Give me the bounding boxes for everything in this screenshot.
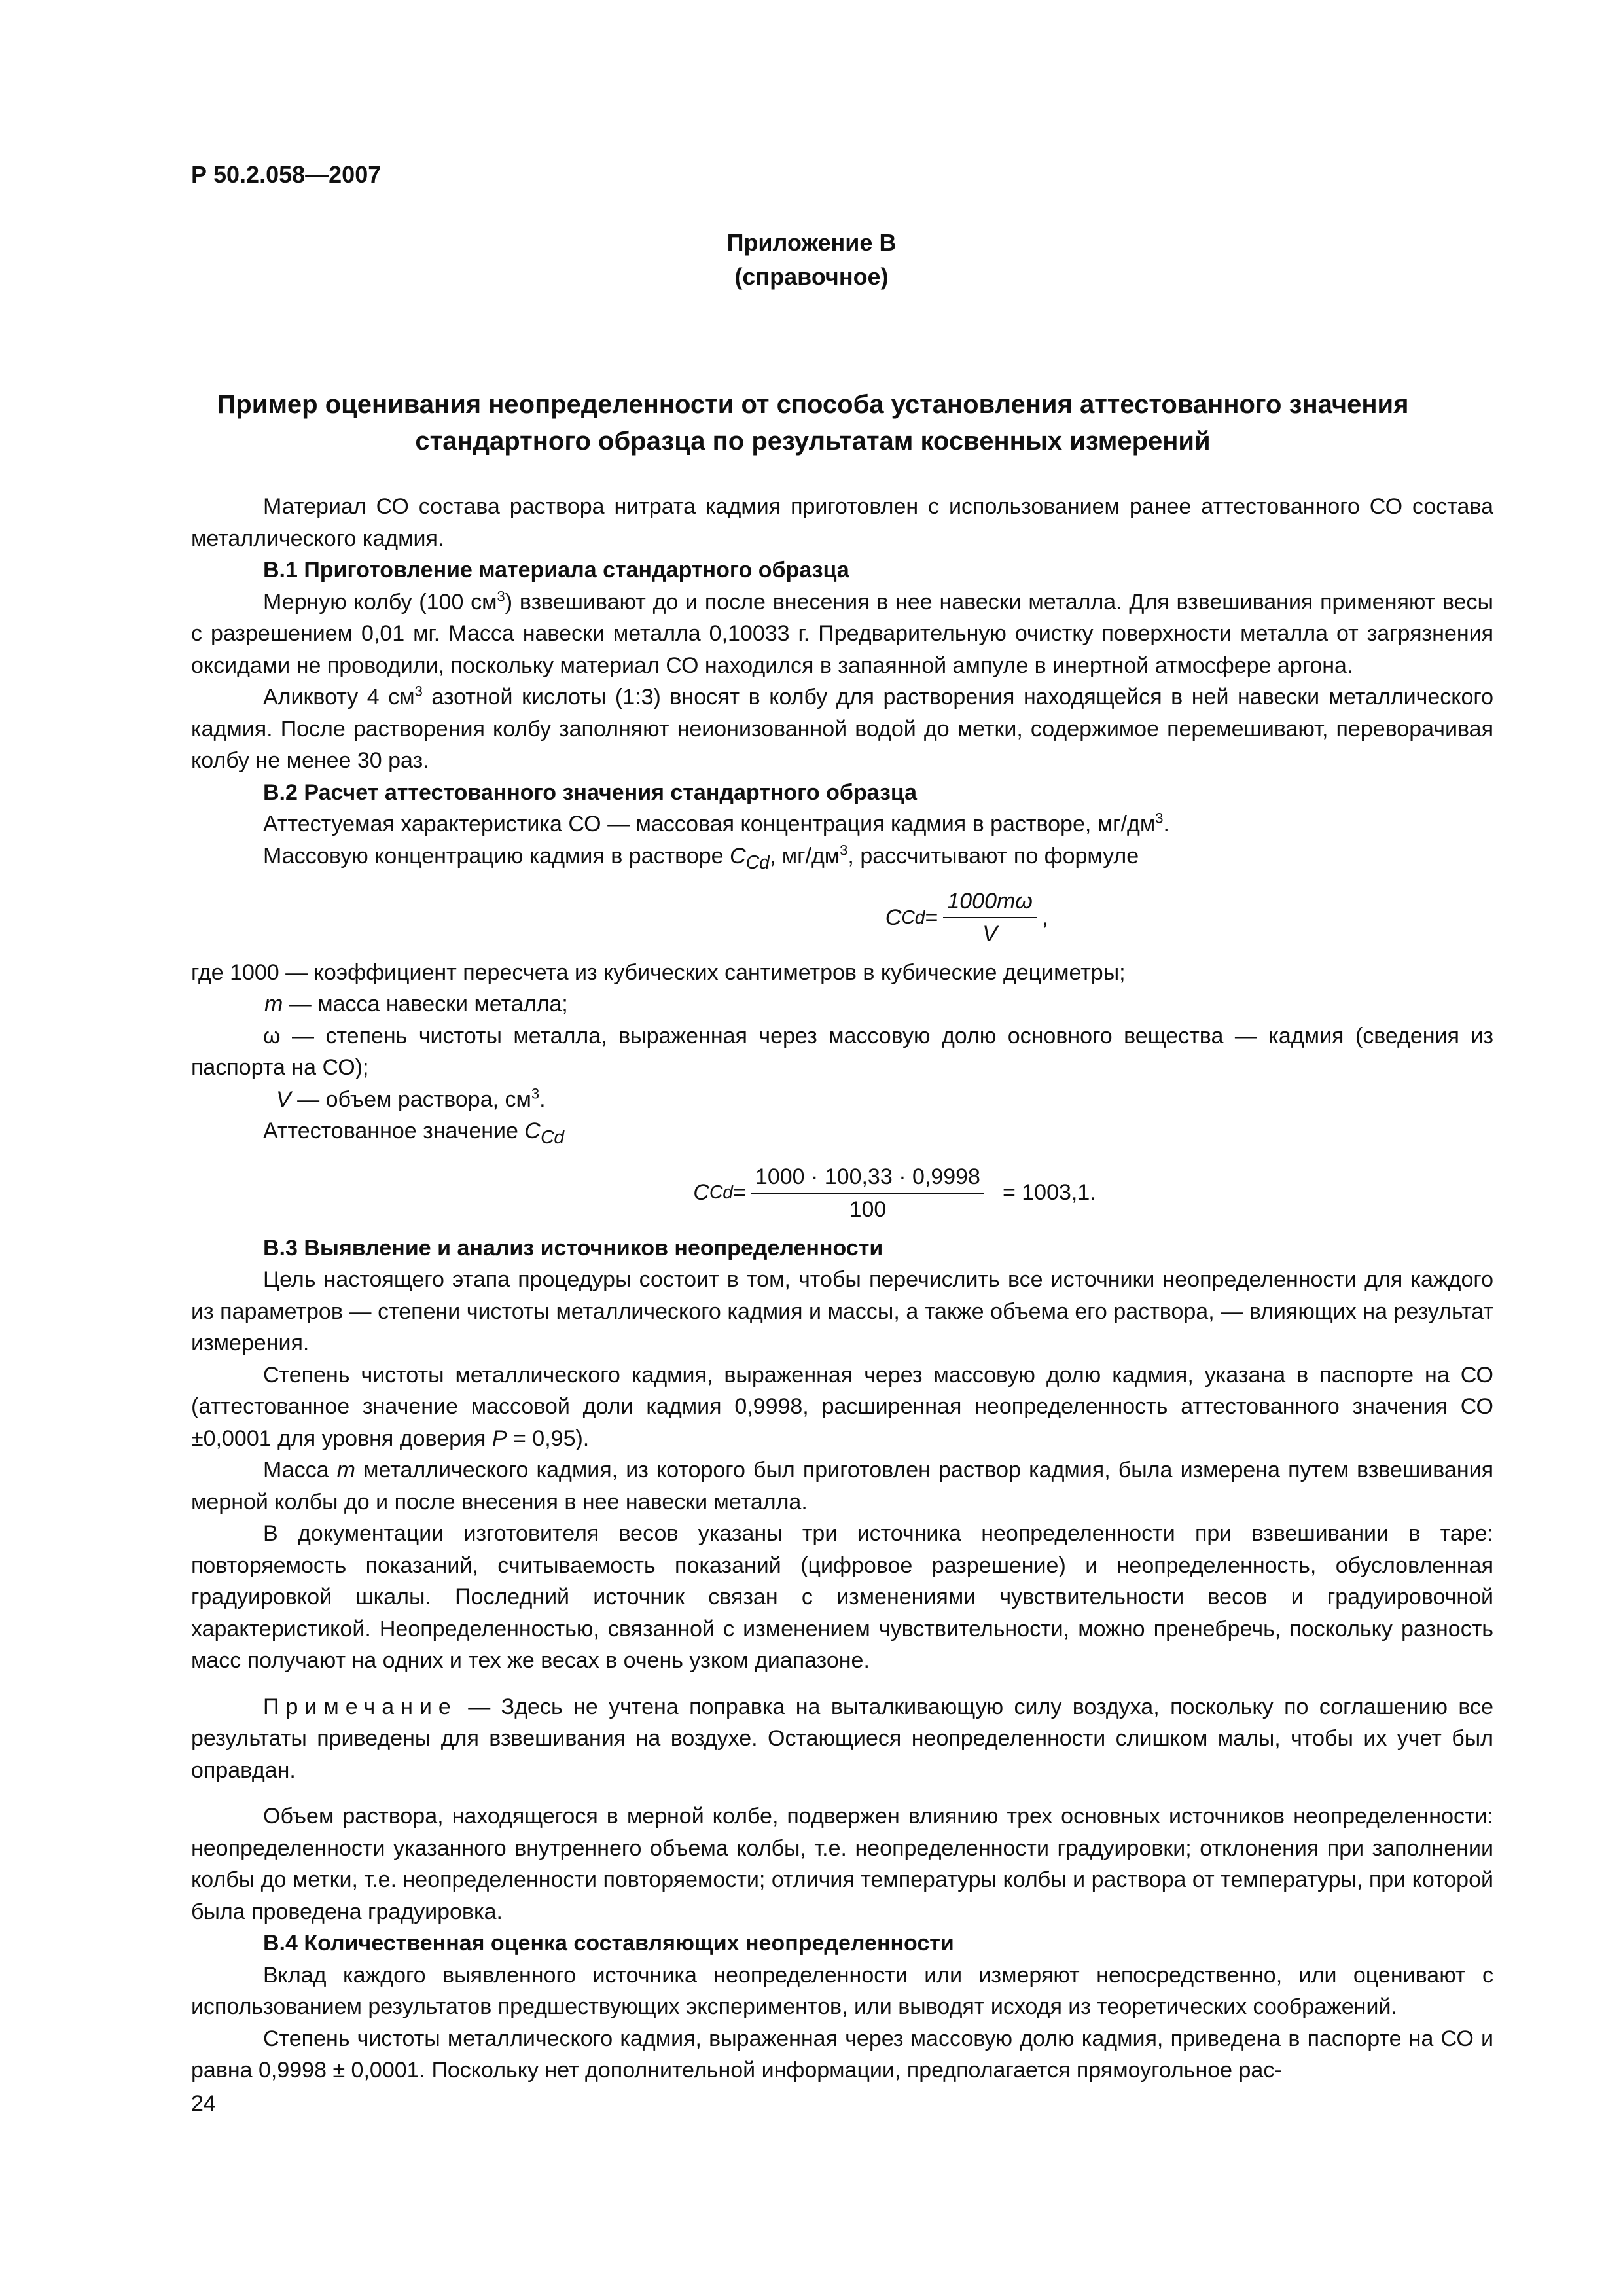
intro-paragraph: Материал СО состава раствора нитрата кадмия приготовлен с использованием ранее аттестованного СО состава металлического кадмия. (191, 494, 1493, 551)
paragraph: Массовую концентрацию кадмия в растворе $C_{Cd}$, $мг/дм^3$, рассчитывают по формуле (263, 842, 1139, 873)
note: Примечание — Здесь не учтена поправка на выталкивающую силу воздуха, поскольку по соглашению все результаты приведены для взвешивания на воздухе. Остающиеся неопределенности слишком малы, чтобы их учет был оправдан. (191, 1694, 1493, 1783)
appendix-label (0, 226, 1623, 294)
definition-omega: ω — степень чистоты металла, выраженная через массовую долю основного вещества — кадмия (сведения из паспорта на СО); (191, 1023, 1493, 1081)
section-b1-heading: В.1 Приготовление материала стандартного образца (263, 558, 849, 583)
formula-concentration: C Cd = $\frac{1000m\omega}{V}$ , (885, 888, 1048, 946)
page-title: Пример оценивания неопределенности от способа установления аттестованного значения стандартного образца по результатам косвенных измерений (217, 390, 1409, 456)
paragraph: В документации изготовителя весов указаны три источника неопределенности при взвешивании в таре: повторяемость показаний, считываемость показаний (цифровое разрешение) и неопределенность, обусловленная градуировкой шкалы. Последний источник связан с изменениями чувствительности весов и градуировочной характеристикой. Неопределенностью, связанной с изменением чувствительности, можно пренебречь, поскольку разность масс получают на одних и тех же весах в очень узком диапазоне. (191, 1521, 1493, 1674)
paragraph: Объем раствора, находящегося в мерной колбе, подвержен влиянию трех основных источников неопределенности: неопределенности указанного внутреннего объема колбы, т.е. неопределенности градуировки; отклонения при заполнении колбы до метки, т.е. неопределенности повторяемости; отличия температуры колбы и раствора от температуры, при которой была проведена градуировка. (191, 1804, 1493, 1924)
paragraph: Аттестуемая характеристика СО — массовая концентрация кадмия в растворе, $мг/дм^3$. (263, 810, 1169, 836)
section-b4-heading: В.4 Количественная оценка составляющих неопределенности (263, 1931, 954, 1956)
section-b3-heading: В.3 Выявление и анализ источников неопределенности (263, 1235, 883, 1261)
definition-m: m — масса навески металла; (264, 992, 568, 1017)
document-header: Р 50.2.058—2007 (191, 161, 382, 188)
paragraph: Цель настоящего этапа процедуры состоит в том, чтобы перечислить все источники неопределенности для каждого из параметров — степени чистоты металлического кадмия и массы, а также объема его раствора, — влияющих на результат измерения. (191, 1267, 1493, 1356)
document-body (191, 491, 1493, 2087)
paragraph: Аликвоту 4 $см^3$ азотной кислоты (1:3) вносят в колбу для растворения находящейся в ней навески металлического кадмия. После растворения колбу заполняют неионизованной водой до метки, содержимое перемешивают, переворачивая колбу не менее 30 раз. (191, 683, 1493, 773)
paragraph: Степень чистоты металлического кадмия, выраженная через массовую долю кадмия, указана в паспорте на СО (аттестованное значение массовой доли кадмия 0,9998, расширенная неопределенность аттестованного значения СО ±0,0001 для уровня доверия P = 0,95). (191, 1362, 1493, 1451)
section-b2-heading: В.2 Расчет аттестованного значения стандартного образца (263, 780, 918, 805)
formula-certified-value: C Cd = $\frac{1000 \cdot 100,33 \cdot 0,9998}{100}$ = 1003,1. (693, 1164, 1096, 1222)
paragraph: Масса m металлического кадмия, из которого был приготовлен раствор кадмия, была измерена путем взвешивания мерной колбы до и после внесения в нее навески металла. (191, 1458, 1493, 1515)
paragraph: Мерную колбу (100 $см^3$) взвешивают до и после внесения в нее навески металла. Для взвешивания применяют весы с разрешением 0,01 мг. Масса навески металла 0,10033 г. Предварительную очистку поверхности металла от загрязнения оксидами не проводили, поскольку материал СО находился в запаянной ампуле в инертной атмосфере аргона. (191, 588, 1493, 678)
page-number: 24 (191, 2091, 216, 2116)
paragraph: Вклад каждого выявленного источника неопределенности или измеряют непосредственно, или оценивают с использованием результатов предшествующих экспериментов, или выводят исходя из теоретических соображений. (191, 1962, 1493, 2020)
certified-value-label: Аттестованное значение $C_{Cd}$ (263, 1119, 565, 1149)
where-clause: где 1000 — коэффициент пересчета из кубических сантиметров в кубические дециметры; (191, 960, 1126, 985)
definition-v: V — объем раствора, $см^3$. (276, 1085, 546, 1112)
paragraph: Степень чистоты металлического кадмия, выраженная через массовую долю кадмия, приведена в паспорте на СО и равна 0,9998 ± 0,0001. Поскольку нет дополнительной информации, предполагается прямоугольное рас- (191, 2026, 1493, 2083)
appendix-title: Приложение В (726, 229, 897, 256)
appendix-type: (справочное) (734, 263, 889, 290)
